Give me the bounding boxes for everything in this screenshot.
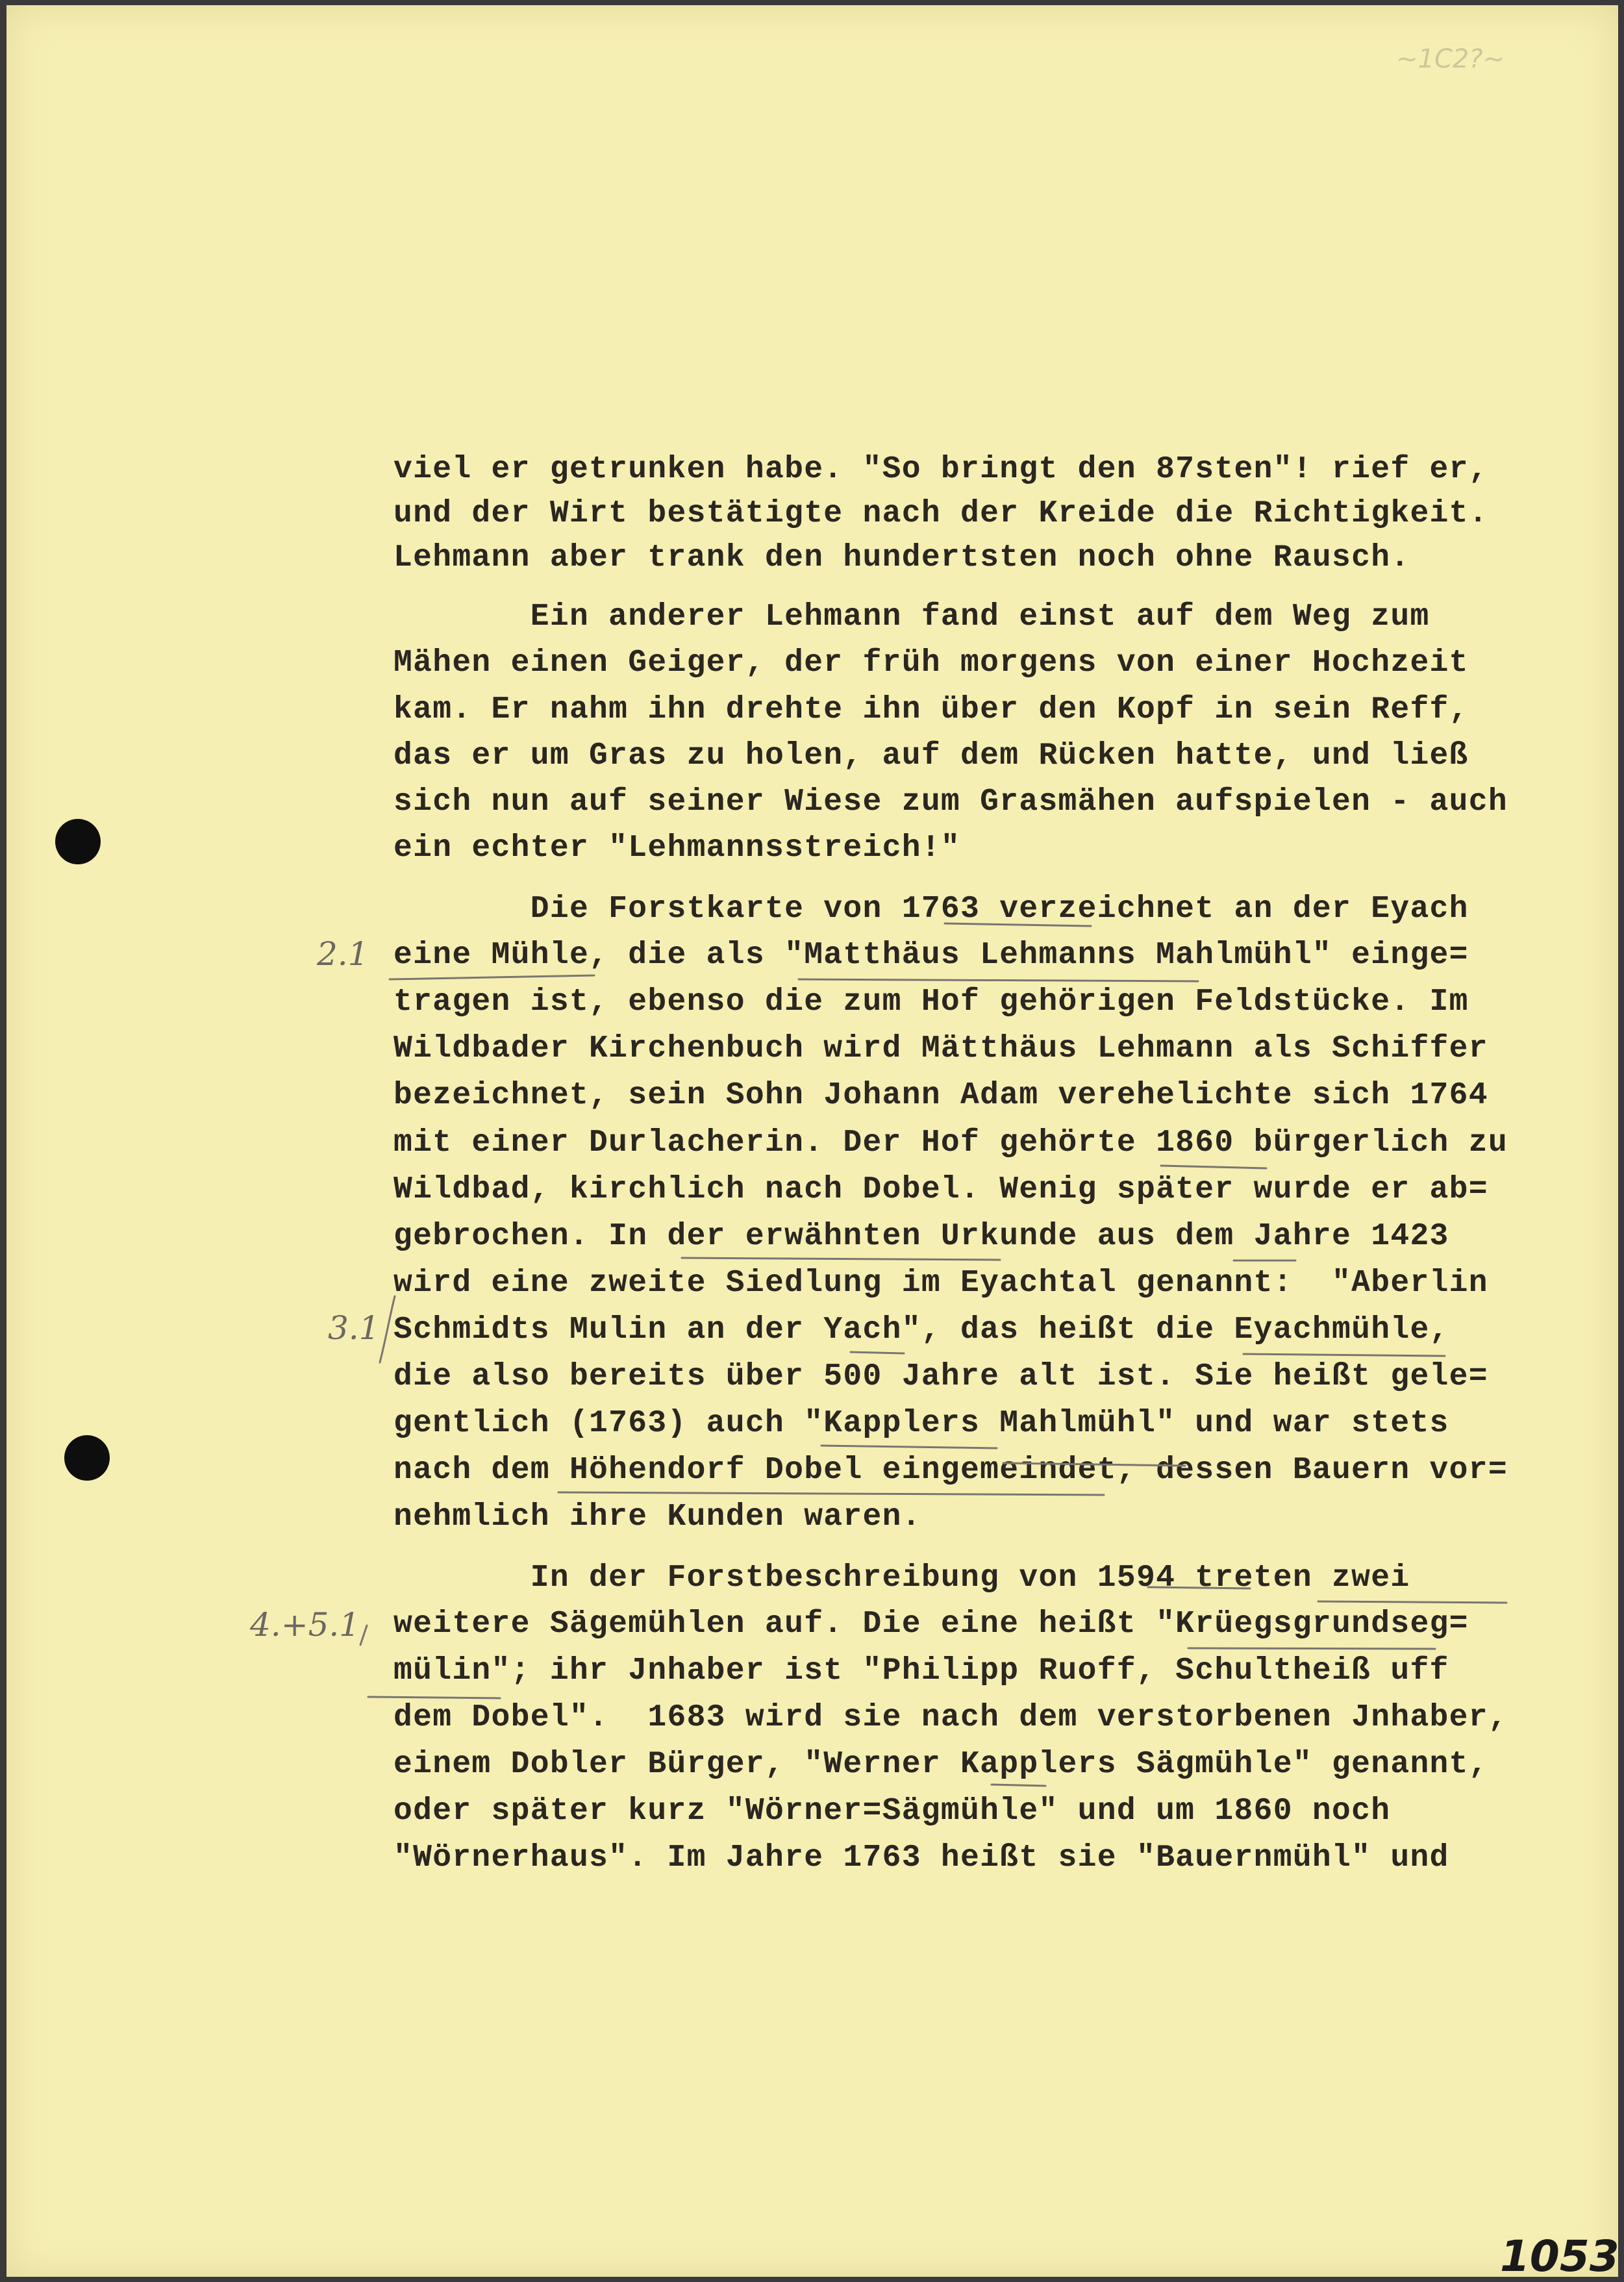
faint-stamp: ~1C2?~ <box>1396 44 1505 74</box>
text-line: weitere Sägemühlen auf. Die eine heißt "Krüegsgrundseg= <box>394 1607 1469 1642</box>
margin-note: 3.1 <box>328 1309 380 1347</box>
page-number: 1053 <box>1500 2231 1619 2281</box>
margin-note: 4.+5.1 <box>250 1606 360 1644</box>
text-line: Mähen einen Geiger, der früh morgens von einer Hochzeit <box>394 646 1469 681</box>
text-line: ein echter "Lehmannsstreich!" <box>394 831 961 866</box>
text-line: nach dem Höhendorf Dobel eingemeindet, dessen Bauern vor= <box>394 1453 1508 1488</box>
text-line: nehmlich ihre Kunden waren. <box>394 1499 921 1535</box>
document-page <box>6 5 1619 2281</box>
text-line: Die Forstkarte von 1763 verzeichnet an der Eyach <box>394 892 1469 927</box>
text-line: "Wörnerhaus". Im Jahre 1763 heißt sie "Bauernmühl" und <box>394 1840 1449 1875</box>
text-line: oder später kurz "Wörner=Sägmühle" und um 1860 noch <box>394 1794 1391 1829</box>
text-line: bezeichnet, sein Sohn Johann Adam verehelichte sich 1764 <box>394 1078 1488 1113</box>
text-line: kam. Er nahm ihn drehte ihn über den Kopf in sein Reff, <box>394 692 1469 727</box>
text-line: In der Forstbeschreibung von 1594 treten zwei <box>394 1561 1410 1596</box>
text-line: die also bereits über 500 Jahre alt ist. Sie heißt gele= <box>394 1359 1488 1394</box>
pencil-markings <box>6 5 1618 2277</box>
text-line: Ein anderer Lehmann fand einst auf dem Weg zum <box>394 599 1430 634</box>
text-line: mit einer Durlacherin. Der Hof gehörte 1860 bürgerlich zu <box>394 1125 1508 1160</box>
text-line: eine Mühle, die als "Matthäus Lehmanns Mahlmühl" einge= <box>394 938 1469 973</box>
text-line: tragen ist, ebenso die zum Hof gehörigen Feldstücke. Im <box>394 984 1469 1020</box>
text-line: gebrochen. In der erwähnten Urkunde aus dem Jahre 1423 <box>394 1219 1449 1254</box>
text-line: Lehmann aber trank den hundertsten noch ohne Rausch. <box>394 540 1410 575</box>
text-line: und der Wirt bestätigte nach der Kreide die Richtigkeit. <box>394 496 1488 531</box>
text-line: dem Dobel". 1683 wird sie nach dem verstorbenen Jnhaber, <box>394 1700 1508 1735</box>
text-line: wird eine zweite Siedlung im Eyachtal genannt: "Aberlin <box>394 1266 1488 1301</box>
text-line: Wildbader Kirchenbuch wird Mätthäus Lehmann als Schiffer <box>394 1031 1488 1066</box>
text-line: viel er getrunken habe. "So bringt den 87sten"! rief er, <box>394 452 1488 487</box>
text-line: gentlich (1763) auch "Kapplers Mahlmühl" und war stets <box>394 1406 1449 1441</box>
text-line: das er um Gras zu holen, auf dem Rücken hatte, und ließ <box>394 738 1469 773</box>
text-line: einem Dobler Bürger, "Werner Kapplers Sägmühle" genannt, <box>394 1747 1488 1782</box>
text-line: Schmidts Mulin an der Yach", das heißt die Eyachmühle, <box>394 1312 1449 1348</box>
margin-note: 2.1 <box>317 935 369 973</box>
text-line: mülin"; ihr Jnhaber ist "Philipp Ruoff, Schultheiß uff <box>394 1653 1449 1688</box>
text-line: sich nun auf seiner Wiese zum Grasmähen aufspielen - auch <box>394 784 1508 820</box>
text-line: Wildbad, kirchlich nach Dobel. Wenig später wurde er ab= <box>394 1172 1488 1207</box>
